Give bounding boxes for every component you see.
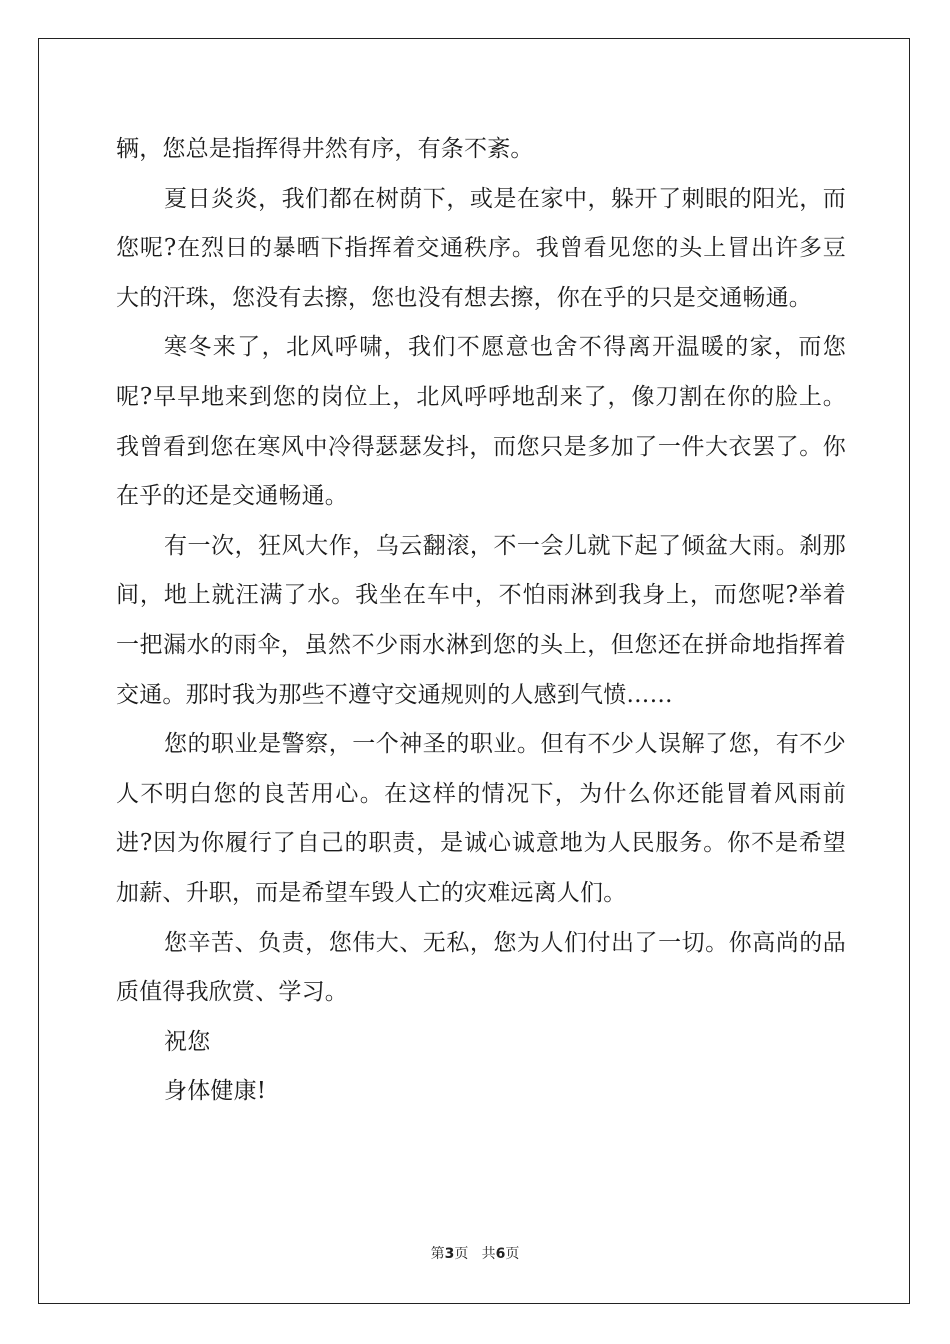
page-number: 3 [444, 1246, 455, 1262]
paragraph: 辆，您总是指挥得井然有序，有条不紊。 [116, 136, 534, 162]
paragraph: 有一次，狂风大作，乌云翻滚，不一会儿就下起了倾盆大雨。刹那间，地上就汪满了水。我坐在车中，不怕雨淋到我身上，而您呢?举着一把漏水的雨伞，虽然不少雨水淋到您的头上，但您还在拼命地指挥着交通。那时我为那些不遵守交通规则的人感到气愤…… [116, 532, 846, 708]
page-prefix: 第 [430, 1246, 445, 1262]
letter-body [116, 125, 846, 1117]
paragraph: 您辛苦、负责，您伟大、无私，您为人们付出了一切。你高尚的品质值得我欣赏、学习。 [116, 929, 846, 1006]
page-suffix: 页 [454, 1246, 469, 1262]
paragraph: 寒冬来了，北风呼啸，我们不愿意也舍不得离开温暖的家，而您呢?早早地来到您的岗位上，北风呼呼地刮来了，像刀割在你的脸上。我曾看到您在寒风中冷得瑟瑟发抖，而您只是多加了一件大衣罢了。你在乎的还是交通畅通。 [116, 334, 846, 510]
closing-wish: 身体健康! [164, 1078, 267, 1105]
paragraph: 您的职业是警察，一个神圣的职业。但有不少人误解了您，有不少人不明白您的良苦用心。在这样的情况下，为什么你还能冒着风雨前进?因为你履行了自己的职责，是诚心诚意地为人民服务。你不是希望加薪、升职，而是希望车毁人亡的灾难远离人们。 [116, 731, 846, 906]
paragraph: 夏日炎炎，我们都在树荫下，或是在家中，躲开了刺眼的阳光，而您呢?在烈日的暴晒下指挥着交通秩序。我曾看见您的头上冒出许多豆大的汗珠，您没有去擦，您也没有想去擦，你在乎的只是交通畅通。 [116, 185, 846, 311]
total-suffix: 页 [505, 1246, 520, 1262]
total-prefix: 共 [481, 1246, 496, 1262]
closing-salutation: 祝您 [164, 1028, 211, 1055]
page-footer [0, 1243, 950, 1263]
total-pages: 6 [495, 1246, 506, 1262]
